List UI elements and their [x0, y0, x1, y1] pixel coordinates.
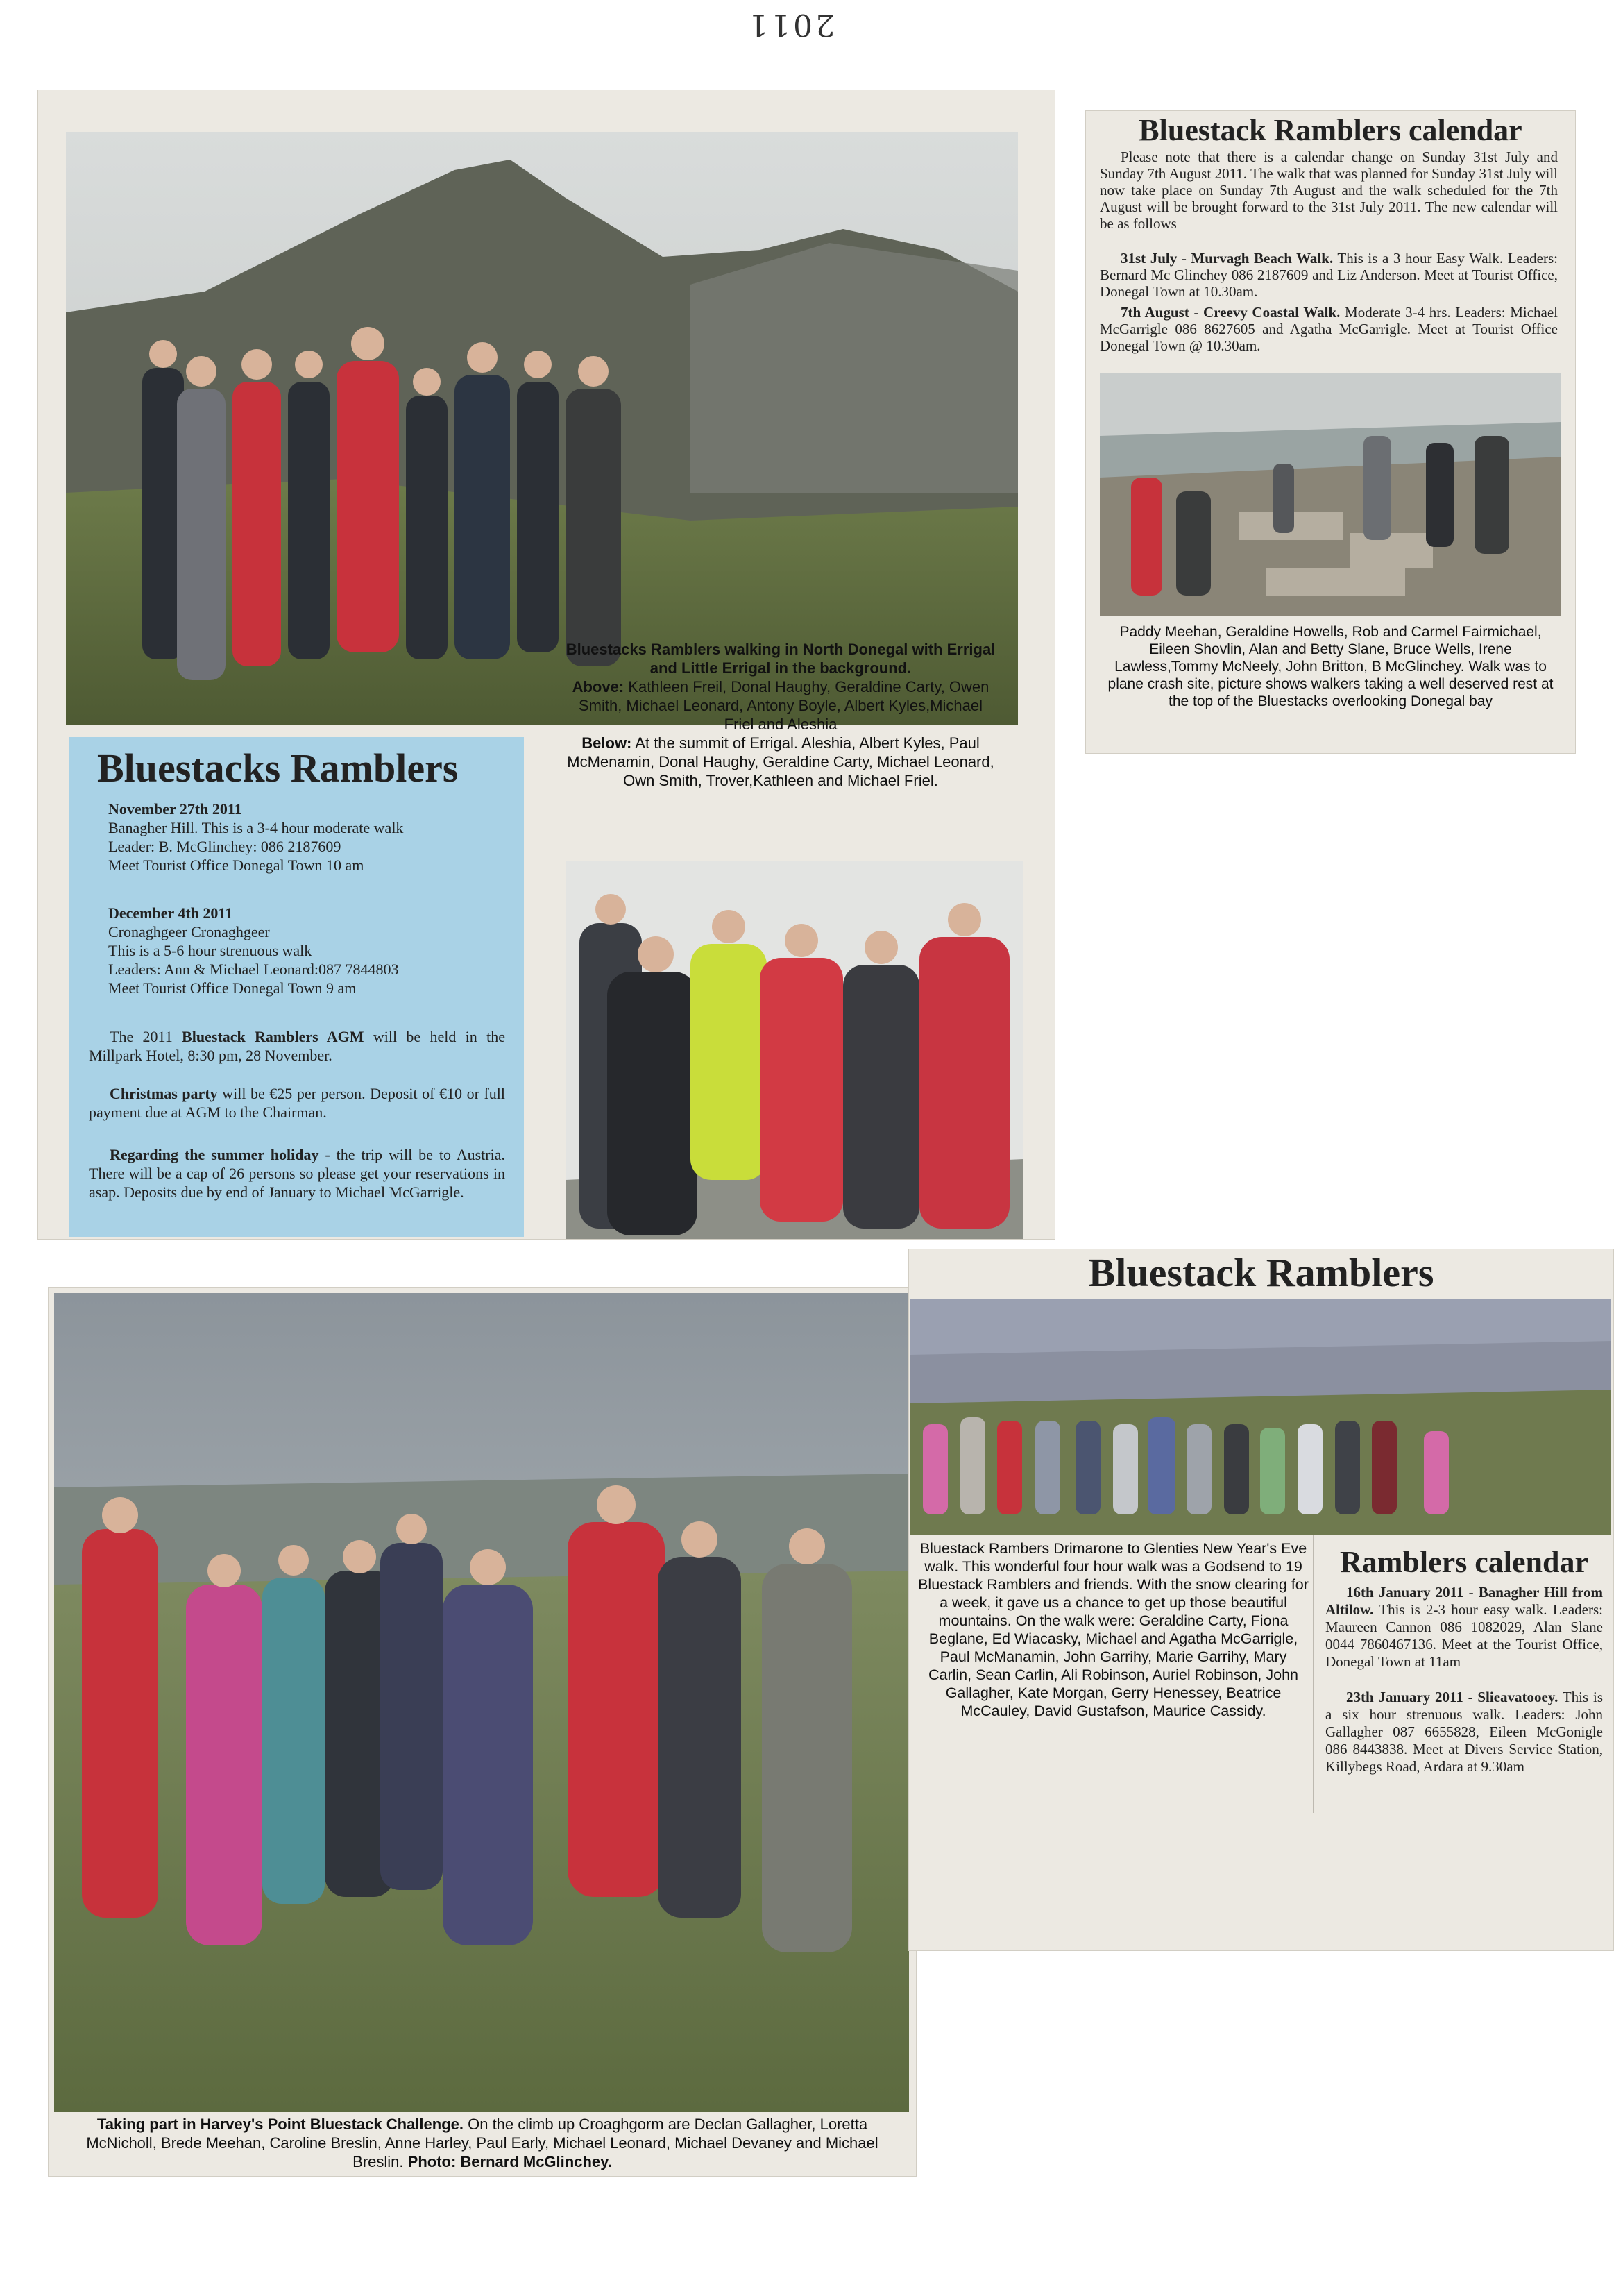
photo-croaghgorm-climb — [54, 1293, 909, 2112]
caption-below-text: At the summit of Errigal. Aleshia, Albert Kyles, Paul McMenamin, Donal Haughy, Geraldine Carty, Michael Leonard, Own Smith, Trover,Kathleen and Michael Friel. — [567, 734, 994, 789]
summer-bold: Regarding the summer holiday — [110, 1146, 319, 1163]
event-nov-line: Meet Tourist Office Donegal Town 10 am — [108, 856, 364, 874]
handwritten-year: 2011 — [746, 7, 835, 42]
event-dec-line: Meet Tourist Office Donegal Town 9 am — [108, 979, 357, 997]
clip-d-title: Bluestack Ramblers — [1088, 1250, 1434, 1295]
agm-post: will be held in the Millpark Hotel, 8:30 pm, 28 November. — [89, 1028, 505, 1064]
clip-d-caption: Bluestack Rambers Drimarone to Glenties New Year's Eve walk. This wonderful four hour walk was a Godsend to 19 Bluestack Ramblers and friends. With the snow clearing for a week, it gave us a chance to get up those beautiful mountains. On the walk were: Geraldine Carty, Fiona Beglane, Ed Wiacasky, Michael and Agatha McGarrigle, Paul McManamin, John Garrihy, Marie Garrihy, Mary Carlin, Sean Carlin, Ali Robinson, Auriel Robinson, John Gallagher, Kate Morgan, Gerry Henessey, Beatrice McCauley, David Gustafson, Maurice Cassidy. — [918, 1540, 1309, 1719]
errigal-group-image — [66, 132, 1018, 725]
event-nov-date: November 27th 2011 — [108, 800, 242, 818]
caption-c-credit: Photo: Bernard McGlinchey. — [407, 2153, 612, 2170]
walk-creevy-bold: 7th August - Creevy Coastal Walk. — [1121, 304, 1341, 321]
event-dec-line: Cronaghgeer Cronaghgeer — [108, 923, 270, 940]
photo-drimarone-group — [910, 1299, 1611, 1535]
clip-b-title: Bluestack Ramblers calendar — [1139, 113, 1522, 147]
walk-murvagh-text: This is a 3 hour Easy Walk. Leaders: Bernard Mc Glinchey 086 2187609 and Liz Anderson. Meet at Tourist Office, Donegal Town at 10.30am. — [1100, 250, 1558, 300]
croaghgorm-group-image — [54, 1293, 909, 2112]
caption-above-text: Kathleen Freil, Donal Haughy, Geraldine Carty, Owen Smith, Michael Leonard, Antony Boyle, Albert Kyles,Michael Friel and Aleshia — [578, 678, 989, 733]
clip-a-title: Bluestacks Ramblers — [97, 745, 459, 791]
clip-b-caption: Paddy Meehan, Geraldine Howells, Rob and Carmel Fairmichael, Eileen Shovlin, Alan and Betty Slane, Bruce Wells, Irene Lawless,Tommy McNeely, John Britton, B McGlinchey. Walk was to plane crash site, picture shows walkers taking a well deserved rest at the top of the Bluestacks overlooking Donegal bay — [1107, 624, 1554, 709]
agm-bold: Bluestack Ramblers AGM — [182, 1028, 364, 1045]
caption-c-bold: Taking part in Harvey's Point Bluestack Challenge. — [96, 2116, 464, 2133]
summit-group-image — [566, 861, 1023, 1239]
clip-a-caption — [566, 640, 996, 790]
listings-box — [69, 737, 524, 1237]
clipping-bluestacks-ramblers-top — [38, 90, 1055, 1239]
event-dec — [108, 904, 511, 997]
event-dec-line: This is a 5-6 hour strenuous walk — [108, 942, 312, 959]
event-nov-line: Banagher Hill. This is a 3-4 hour moderate walk — [108, 819, 404, 836]
event-nov — [108, 800, 511, 875]
agm-pre: The 2011 — [110, 1028, 182, 1045]
cal-banagher-bold: 16th January 2011 - Banagher Hill from Altilow. — [1325, 1584, 1603, 1618]
walk-murvagh-bold: 31st July - Murvagh Beach Walk. — [1121, 250, 1334, 267]
summer-post: - the trip will be to Austria. There will be a cap of 26 persons so please get your reservations in asap. Deposits due by end of January to Michael McGarrigle. — [89, 1146, 505, 1201]
caption-c-text: On the climb up Croaghgorm are Declan Gallagher, Loretta McNicholl, Brede Meehan, Caroline Breslin, Anne Harley, Paul Early, Michael Leonard, Michael Devaney and Michael Breslin. — [86, 2116, 878, 2170]
photo-errigal-group — [66, 132, 1018, 725]
walk-creevy-text: Moderate 3-4 hrs. Leaders: Michael McGarrigle 086 8627605 and Agatha McGarrigle. Meet at Tourist Office Donegal Town @ 10.30am. — [1100, 304, 1558, 354]
clipping-harveys-point — [49, 1288, 916, 2176]
walk-murvagh — [1100, 250, 1558, 300]
cal-slieavatooey — [1325, 1689, 1603, 1775]
clip-d-calendar-title: Ramblers calendar — [1339, 1545, 1589, 1579]
drimarone-group-image — [910, 1299, 1611, 1535]
event-nov-line: Leader: B. McGlinchey: 086 2187609 — [108, 838, 341, 855]
calendar-change-notice: Please note that there is a calendar change on Sunday 31st July and Sunday 7th August 2011. The walk that was planned for Sunday 31st July will now take place on Sunday 7th August and the walk scheduled for the 7th August will be brought forward to the 31st July 2011. The new calendar will be as follows — [1100, 149, 1558, 232]
caption-head: Bluestacks Ramblers walking in North Donegal with Errigal and Little Errigal in the background. — [566, 641, 996, 677]
cal-slieavatooey-text: This is a six hour strenuous walk. Leaders: John Gallagher 087 6655828, Eileen McGonigle 086 8443838. Meet at Divers Service Station, Killybegs Road, Ardara at 9.30am — [1325, 1689, 1603, 1775]
xmas-notice — [89, 1084, 505, 1122]
xmas-post: will be €25 per person. Deposit of €10 or full payment due at AGM to the Chairman. — [89, 1085, 505, 1121]
clip-c-caption — [62, 2115, 902, 2171]
column-divider — [1313, 1535, 1314, 1813]
summer-notice — [89, 1145, 505, 1201]
event-dec-date: December 4th 2011 — [108, 904, 233, 922]
caption-below-label: Below: — [581, 734, 632, 752]
cal-slieavatooey-bold: 23th January 2011 - Slieavatooey. — [1346, 1689, 1558, 1705]
cal-banagher-text: This is 2-3 hour easy walk. Leaders: Maureen Cannon 086 1082029, Alan Slane 0044 7860467136. Meet at the Tourist Office, Donegal Town at 11am — [1325, 1601, 1603, 1670]
photo-bluestacks-rest — [1100, 373, 1561, 616]
photo-errigal-summit — [566, 861, 1023, 1239]
walk-creevy — [1100, 304, 1558, 354]
agm-notice — [89, 1027, 505, 1065]
cal-banagher — [1325, 1584, 1603, 1671]
xmas-bold: Christmas party — [110, 1085, 218, 1102]
event-dec-line: Leaders: Ann & Michael Leonard:087 7844803 — [108, 961, 399, 978]
clipping-ramblers-calendar — [1086, 111, 1575, 753]
clipping-bluestack-ramblers-newyear — [909, 1249, 1613, 1950]
caption-above-label: Above: — [572, 678, 624, 695]
bluestacks-rest-image — [1100, 373, 1561, 616]
